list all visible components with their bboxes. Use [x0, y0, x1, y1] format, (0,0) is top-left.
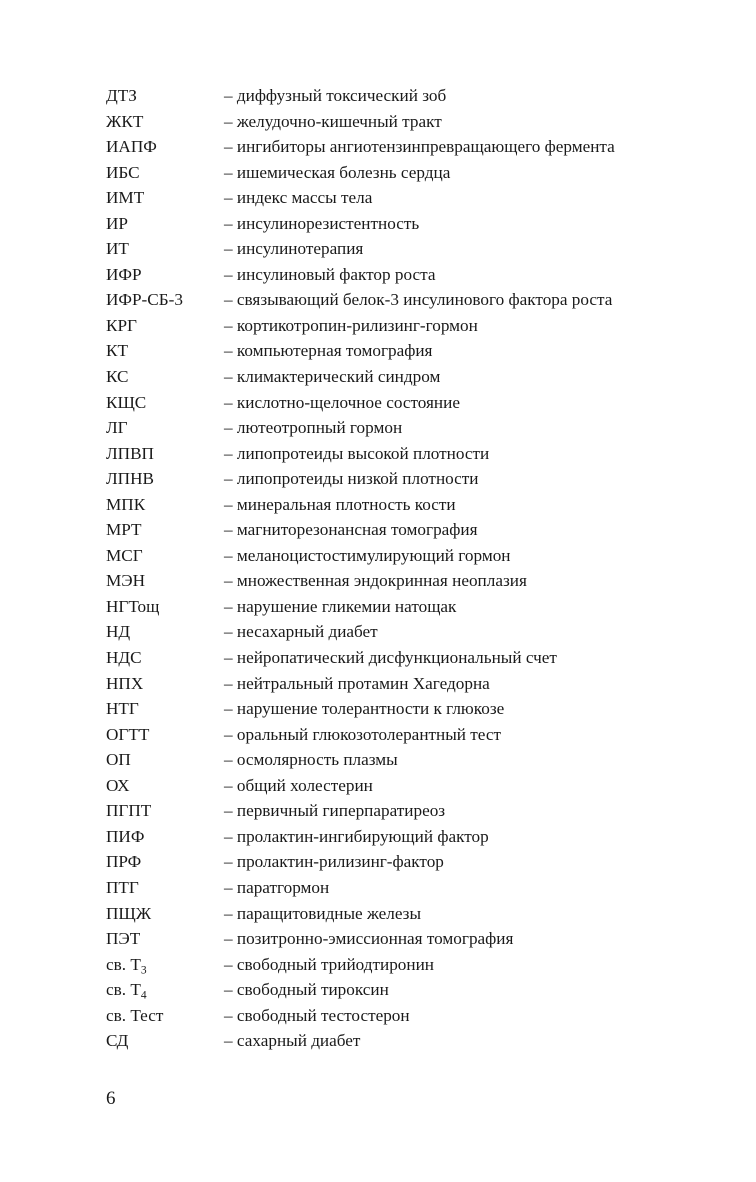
abbreviation-term: ИБС	[106, 162, 140, 182]
abbreviation-definition: – паращитовидные железы	[224, 903, 422, 923]
abbreviation-row	[106, 83, 726, 109]
abbreviation-definition: – свободный тироксин	[224, 980, 389, 1000]
abbreviation-row	[106, 1028, 726, 1054]
abbreviation-term: ПЭТ	[106, 929, 141, 949]
abbreviation-row	[106, 722, 726, 748]
abbreviation-term: ЛГ	[106, 418, 128, 438]
abbreviation-row	[106, 160, 726, 186]
abbreviation-term: НД	[106, 622, 131, 642]
abbreviation-term: НТГ	[106, 699, 139, 719]
abbreviation-row	[106, 696, 726, 722]
abbreviation-definition: – минеральная плотность кости	[224, 494, 456, 514]
abbreviation-definition: – общий холестерин	[224, 775, 373, 795]
abbreviation-term: ПЩЖ	[106, 903, 152, 923]
abbreviation-definition: – ишемическая болезнь сердца	[224, 162, 451, 182]
abbreviation-definition: – пролактин-рилизинг-фактор	[224, 852, 444, 872]
abbreviation-term: ПИФ	[106, 826, 145, 846]
abbreviation-term: ЛПНВ	[106, 469, 154, 489]
abbreviation-row	[106, 798, 726, 824]
abbreviation-term: НДС	[106, 648, 142, 668]
abbreviation-term: ЛПВП	[106, 443, 154, 463]
abbreviation-definition: – паратгормон	[224, 877, 330, 897]
abbreviation-definition: – кортикотропин-рилизинг-гормон	[224, 315, 478, 335]
abbreviation-term: ОП	[106, 750, 131, 770]
abbreviation-row	[106, 671, 726, 697]
abbreviation-definition: – нарушение гликемии натощак	[224, 596, 457, 616]
abbreviation-definition: – климактерический синдром	[224, 367, 441, 387]
abbreviation-definition: – кислотно-щелочное состояние	[224, 392, 460, 412]
abbreviation-row	[106, 773, 726, 799]
abbreviation-term: КТ	[106, 341, 128, 361]
abbreviation-definition: – магниторезонансная томография	[224, 520, 478, 540]
abbreviation-row	[106, 747, 726, 773]
abbreviation-term: ПГПТ	[106, 801, 152, 821]
abbreviation-row	[106, 287, 726, 313]
abbreviation-definition: – первичный гиперпаратиреоз	[224, 801, 446, 821]
abbreviation-definition: – осмолярность плазмы	[224, 750, 398, 770]
abbreviation-row	[106, 849, 726, 875]
abbreviation-row	[106, 441, 726, 467]
abbreviation-definition: – меланоцистостимулирующий гормон	[224, 545, 511, 565]
abbreviation-term: св. $Т_4$	[106, 980, 147, 1002]
abbreviation-row	[106, 875, 726, 901]
abbreviation-row	[106, 185, 726, 211]
abbreviation-term: ИМТ	[106, 188, 145, 208]
abbreviation-definition: – диффузный токсический зоб	[224, 86, 447, 105]
abbreviation-term: св. Тест	[106, 1005, 164, 1025]
abbreviation-term: ИР	[106, 213, 128, 233]
abbreviation-definition: – липопротеиды низкой плотности	[224, 469, 479, 489]
abbreviation-definition: – нейтральный протамин Хагедорна	[224, 673, 490, 693]
abbreviation-term: МРТ	[106, 520, 142, 540]
abbreviation-term: ИФР	[106, 264, 142, 284]
abbreviation-row	[106, 952, 726, 978]
abbreviation-row	[106, 926, 726, 952]
abbreviation-row	[106, 211, 726, 237]
abbreviation-definition: – индекс массы тела	[224, 188, 373, 208]
abbreviation-definition: – оральный глюкозотолерантный тест	[224, 724, 501, 744]
abbreviation-row	[106, 645, 726, 671]
abbreviation-definition: – желудочно-кишечный тракт	[224, 111, 442, 131]
abbreviation-term: ДТЗ	[106, 86, 137, 105]
abbreviation-row	[106, 364, 726, 390]
abbreviation-row	[106, 338, 726, 364]
abbreviation-term: НПХ	[106, 673, 144, 693]
subscript: 3	[140, 964, 147, 977]
abbreviation-term: ПТГ	[106, 877, 139, 897]
abbreviation-definition: – позитронно-эмиссионная томография	[224, 929, 514, 949]
abbreviation-term: ИФР-СБ-3	[106, 290, 183, 310]
abbreviation-list	[106, 83, 726, 1054]
abbreviation-row	[106, 517, 726, 543]
abbreviation-row	[106, 236, 726, 262]
abbreviation-definition: – нарушение толерантности к глюкозе	[224, 699, 505, 719]
abbreviation-definition: – инсулинорезистентность	[224, 213, 420, 233]
abbreviation-term: МПК	[106, 494, 146, 514]
abbreviation-row	[106, 619, 726, 645]
abbreviation-row	[106, 134, 726, 160]
abbreviation-row	[106, 466, 726, 492]
abbreviation-row	[106, 492, 726, 518]
abbreviation-definition: – несахарный диабет	[224, 622, 378, 642]
abbreviation-row	[106, 901, 726, 927]
abbreviation-row	[106, 390, 726, 416]
abbreviation-definition: – свободный тестостерон	[224, 1005, 410, 1025]
abbreviation-definition: – ингибиторы ангиотензинпревращающего фермента	[224, 137, 615, 157]
abbreviation-definition: – инсулиновый фактор роста	[224, 264, 436, 284]
abbreviation-term: ОХ	[106, 775, 130, 795]
abbreviation-row	[106, 568, 726, 594]
abbreviation-term: св. $Т_3$	[106, 954, 147, 977]
abbreviation-term: МЭН	[106, 571, 146, 591]
abbreviation-definition: – компьютерная томография	[224, 341, 433, 361]
abbreviation-row	[106, 109, 726, 135]
abbreviation-definition: – свободный трийодтиронин	[224, 954, 434, 974]
abbreviation-definition: – лютеотропный гормон	[224, 418, 403, 438]
abbreviation-row	[106, 1003, 726, 1029]
abbreviation-definition: – множественная эндокринная неоплазия	[224, 571, 527, 591]
subscript: 4	[140, 989, 147, 1002]
abbreviation-term: МСГ	[106, 545, 143, 565]
abbreviation-definition: – пролактин-ингибирующий фактор	[224, 826, 489, 846]
abbreviation-definition: – инсулинотерапия	[224, 239, 364, 259]
abbreviation-term: КЩС	[106, 392, 147, 412]
abbreviation-row	[106, 415, 726, 441]
abbreviation-row	[106, 543, 726, 569]
abbreviation-term: ИАПФ	[106, 137, 157, 157]
abbreviation-term: ПРФ	[106, 852, 142, 872]
abbreviation-definition: – сахарный диабет	[224, 1031, 361, 1051]
abbreviation-term: КС	[106, 367, 129, 387]
abbreviation-definition: – нейропатический дисфункциональный счет	[224, 648, 557, 668]
abbreviation-term: СД	[106, 1031, 129, 1051]
abbreviation-row	[106, 824, 726, 850]
abbreviation-row	[106, 977, 726, 1003]
abbreviation-row	[106, 262, 726, 288]
abbreviation-definition: – связывающий белок-3 инсулинового фактора роста	[224, 290, 613, 310]
abbreviation-row	[106, 313, 726, 339]
abbreviation-term: ИТ	[106, 239, 129, 259]
abbreviation-row	[106, 594, 726, 620]
abbreviation-term: НГТощ	[106, 596, 160, 616]
abbreviation-term: ОГТТ	[106, 724, 150, 744]
abbreviation-term: КРГ	[106, 315, 137, 335]
page-number: 6	[106, 1088, 116, 1109]
abbreviation-term: ЖКТ	[106, 111, 144, 131]
abbreviation-definition: – липопротеиды высокой плотности	[224, 443, 490, 463]
